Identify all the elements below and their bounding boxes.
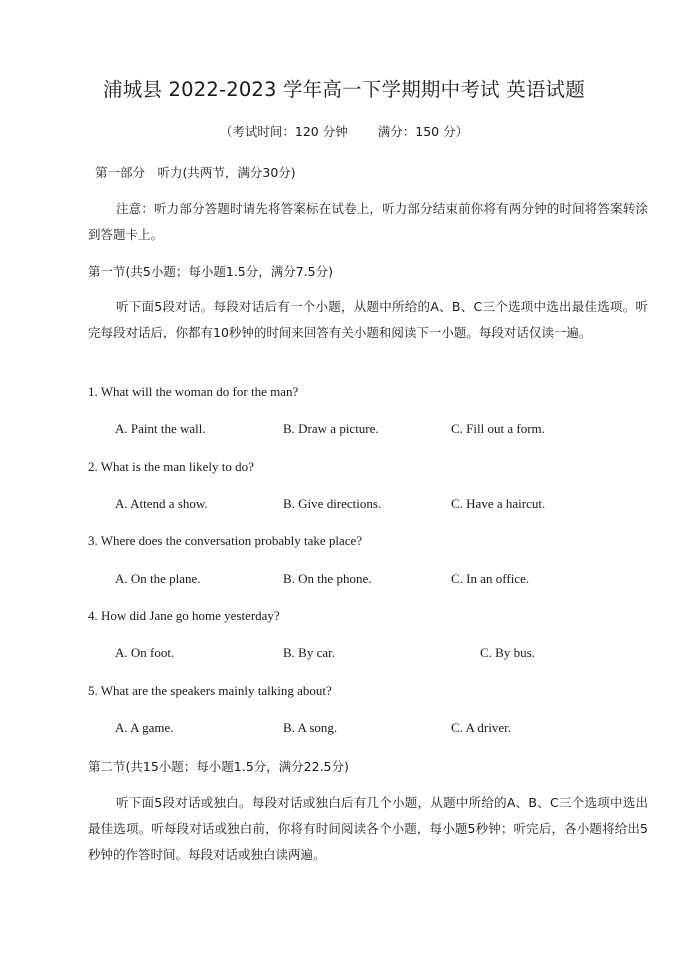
question-3-option-c: C. In an office. (451, 571, 530, 586)
question-1-stem: 1. What will the woman do for the man? (88, 384, 299, 399)
question-2-option-a: A. Attend a show. (115, 496, 208, 511)
question-3-option-b: B. On the phone. (283, 571, 372, 586)
question-3-option-a: A. On the plane. (115, 571, 201, 586)
question-5-option-b: B. A song. (283, 720, 338, 735)
section1-instructions: 听下面5段对话。每段对话后有一个小题，从题中所给的A、B、C三个选项中选出最佳选项。听完每段对话后，你都有10秒钟的时间来回答有关小题和阅读下一小题。每段对话仅读一遍。 (88, 299, 648, 340)
full-score: 满分：150 分） (377, 124, 469, 139)
section2-instructions: 听下面5段对话或独白。每段对话或独白后有几个小题，从题中所给的A、B、C三个选项中选出最佳选项。听每段对话或独白前，你将有时间阅读各个小题，每小题5秒钟；听完后，各小题将给出5秒钟的作答时间。每段对话或独白读两遍。 (88, 795, 648, 862)
question-1-option-a: A. Paint the wall. (115, 421, 206, 436)
question-2-stem: 2. What is the man likely to do? (88, 459, 254, 474)
question-5-option-c: C. A driver. (451, 720, 511, 735)
question-5-option-a: A. A game. (115, 720, 174, 735)
question-2-option-c: C. Have a haircut. (451, 496, 546, 511)
exam-time: （考试时间：120 分钟 (219, 124, 348, 139)
question-2-option-b: B. Give directions. (283, 496, 382, 511)
part1-heading: 第一部分 听力(共两节，满分30分) (95, 165, 296, 180)
question-4-option-a: A. On foot. (115, 645, 175, 660)
question-3-stem: 3. Where does the conversation probably take place? (88, 533, 363, 548)
question-1-option-b: B. Draw a picture. (283, 421, 379, 436)
question-5-stem: 5. What are the speakers mainly talking about? (88, 683, 332, 698)
question-1-option-c: C. Fill out a form. (451, 421, 545, 436)
section2-heading: 第二节(共15小题；每小题1.5分，满分22.5分) (88, 759, 349, 774)
part1-notice: 注意：听力部分答题时请先将答案标在试卷上，听力部分结束前你将有两分钟的时间将答案转涂到答题卡上。 (88, 201, 648, 242)
question-4-option-c: C. By bus. (480, 645, 535, 660)
section1-heading: 第一节(共5小题；每小题1.5分，满分7.5分) (88, 264, 333, 279)
question-4-stem: 4. How did Jane go home yesterday? (88, 608, 280, 623)
exam-subtitle (0, 122, 688, 140)
exam-title: 浦城县 2022-2023 学年高一下学期期中考试 英语试题 (103, 78, 585, 101)
question-4-option-b: B. By car. (283, 645, 335, 660)
